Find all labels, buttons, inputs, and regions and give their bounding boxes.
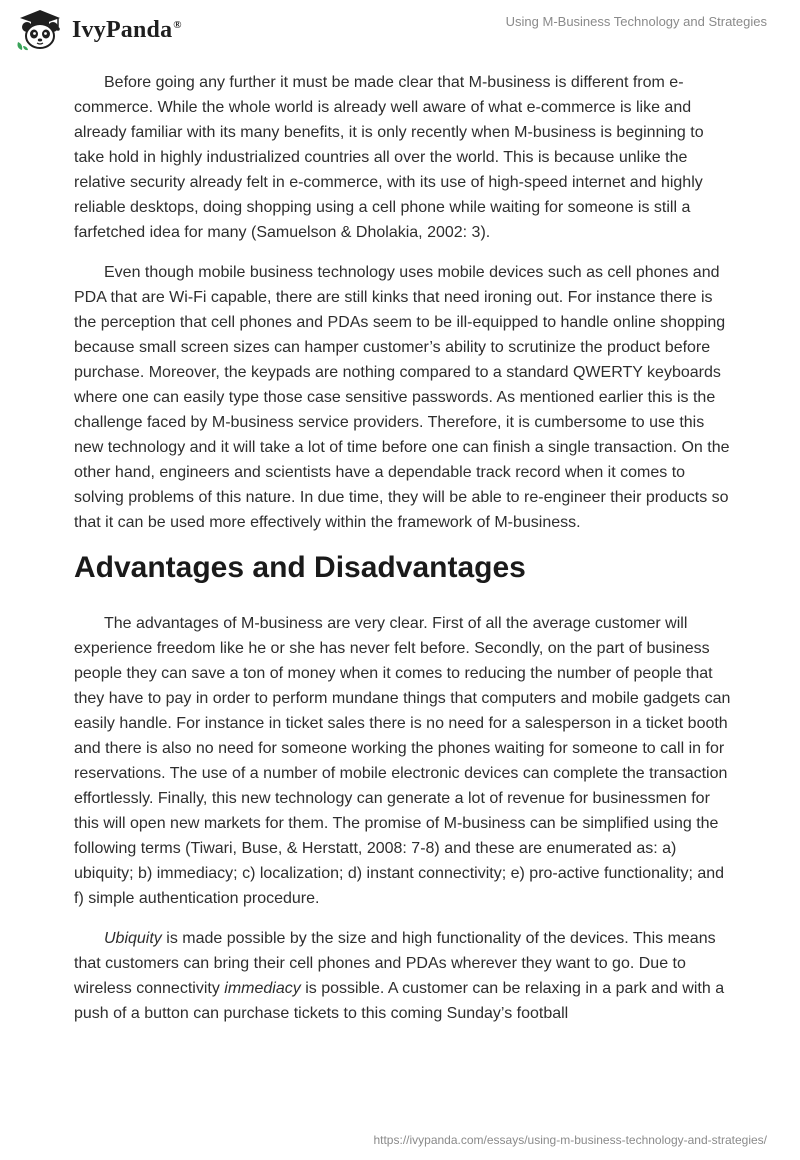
panda-graduate-icon: [14, 8, 66, 52]
article-body: [74, 70, 734, 1041]
ivypanda-logo[interactable]: [14, 8, 182, 52]
brand-name: IvyPanda®: [72, 16, 182, 43]
term-immediacy: immediacy: [224, 980, 301, 997]
paragraph-4: [74, 926, 734, 1026]
paragraph-4-text-b: is possible. A customer can be relaxing in a park and with a push of a button can purchase tickets to this coming Sunday’s football: [74, 980, 725, 1022]
section-heading: Advantages and Disadvantages: [74, 551, 526, 584]
term-ubiquity: Ubiquity: [104, 930, 162, 947]
source-url[interactable]: https://ivypanda.com/essays/using-m-business-technology-and-strategies/: [373, 1133, 767, 1147]
paragraph-3: The advantages of M-business are very clear. First of all the average customer will experience freedom like he or she has never felt before. Secondly, on the part of business people they can save a ton of money when it comes to reducing the number of people that they have to pay in order to perform mundane things that computers and mobile gadgets can easily handle. For instance in ticket sales there is no need for a salesperson in a ticket booth and there is also no need for someone working the phones waiting for someone to call in for reservations. The use of a number of mobile electronic devices can complete the transaction effortlessly. Finally, this new technology can generate a lot of revenue for businessmen for this will open new markets for them. The promise of M-business can be simplified using the following terms (Tiwari, Buse, & Herstatt, 2008: 7-8) and these are enumerated as: a) ubiquity; b) immediacy; c) localization; d) instant connectivity; e) pro-active functionality; and f) simple authentication procedure.: [74, 615, 731, 907]
paragraph-2: Even though mobile business technology uses mobile devices such as cell phones and PDA that are Wi-Fi capable, there are still kinks that need ironing out. For instance there is the perception that cell phones and PDAs seem to be ill-equipped to handle online shopping because small screen sizes can hamper customer’s ability to scrutinize the product before purchase. Moreover, the keypads are nothing compared to a standard QWERTY keyboards where one can easily type those case sensitive passwords. As mentioned earlier this is the challenge faced by M-business service providers. Therefore, it is cumbersome to use this new technology and it will take a lot of time before one can finish a single transaction. On the other hand, engineers and scientists have a dependable track record when it comes to solving problems of this nature. In due time, they will be able to re-engineer their products so that it can be used more effectively within the framework of M-business.: [74, 264, 730, 531]
page-header: [0, 0, 800, 62]
paragraph-1: Before going any further it must be made clear that M-business is different from e-commerce. While the whole world is already well aware of what e-commerce is like and already familiar with its many benefits, it is only recently when M-business is beginning to take hold in highly industrialized countries all over the world. This is because unlike the relative security already felt in e-commerce, with its use of high-speed internet and highly reliable desktops, doing shopping using a cell phone while waiting for someone is still a farfetched idea for many (Samuelson & Dholakia, 2002: 3).: [74, 74, 704, 241]
paragraph-4-text-a: is made possible by the size and high functionality of the devices. This means that customers can bring their cell phones and PDAs wherever they want to go. Due to wireless connectivity: [74, 930, 716, 997]
document-title: Using M-Business Technology and Strategies: [505, 14, 767, 29]
